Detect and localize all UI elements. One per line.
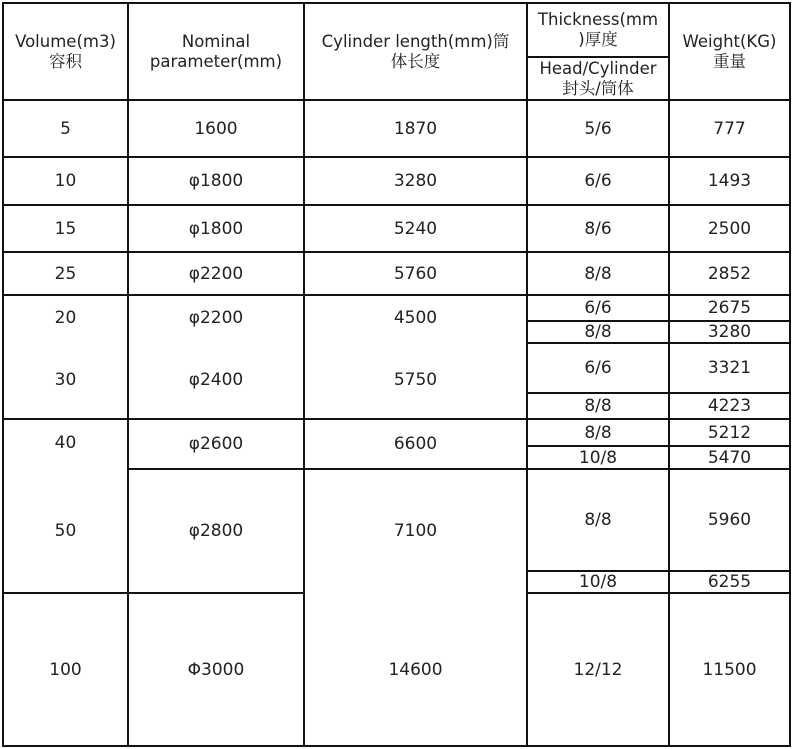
cell-weight: 6255 — [707, 572, 752, 592]
cell-thickness: 5/6 — [584, 118, 612, 139]
cell-thickness: 8/8 — [584, 396, 612, 416]
cell-weight: 777 — [713, 118, 746, 139]
cell-thickness: 8/6 — [584, 218, 612, 239]
cell-weight: 2500 — [707, 218, 752, 239]
cell-nominal: φ2800 — [188, 521, 244, 541]
cell-length: 5750 — [393, 370, 438, 390]
header-nominal: Nominal parameter(mm) — [149, 31, 283, 71]
cell-length: 14600 — [388, 659, 443, 680]
cell-nominal: φ2200 — [188, 308, 244, 328]
header-volume: Volume(m3) 容积 — [15, 31, 116, 71]
cell-volume: 5 — [60, 118, 71, 139]
cell-thickness: 8/8 — [584, 422, 612, 443]
cell-weight: 3321 — [707, 358, 752, 378]
header-cylinder-length: Cylinder length(mm)筒 体长度 — [321, 31, 510, 71]
cell-length: 5760 — [393, 263, 438, 284]
cell-thickness: 6/6 — [584, 171, 612, 191]
cell-volume: 15 — [54, 218, 77, 239]
cell-thickness: 10/8 — [578, 572, 618, 592]
cell-length: 3280 — [393, 171, 438, 191]
cell-weight: 2852 — [707, 263, 752, 284]
cell-nominal: φ2200 — [188, 263, 244, 284]
cell-weight: 3280 — [707, 322, 752, 342]
cell-weight: 5212 — [707, 422, 752, 443]
cell-weight: 5960 — [707, 510, 752, 530]
cell-weight: 4223 — [707, 396, 752, 416]
cell-nominal: φ1800 — [188, 218, 244, 239]
grid-line — [789, 2, 791, 747]
cell-thickness: 6/6 — [584, 358, 612, 378]
cell-nominal: φ2600 — [188, 434, 244, 454]
cell-length: 4500 — [393, 308, 438, 328]
cell-volume: 10 — [54, 171, 77, 191]
cell-thickness: 6/6 — [584, 298, 612, 318]
cell-weight: 11500 — [702, 659, 757, 680]
cell-volume: 50 — [54, 521, 77, 541]
cell-weight: 5470 — [707, 447, 752, 468]
cell-nominal: φ2400 — [188, 370, 244, 390]
cell-nominal: Φ3000 — [187, 659, 245, 680]
cell-weight: 1493 — [707, 171, 752, 191]
cell-thickness: 12/12 — [573, 659, 623, 680]
header-thickness: Thickness(mm )厚度 — [537, 10, 659, 49]
cell-length: 5240 — [393, 218, 438, 239]
grid-line — [2, 745, 790, 747]
cell-volume: 30 — [54, 370, 77, 390]
cell-nominal: 1600 — [194, 118, 238, 139]
cell-volume: 20 — [54, 308, 77, 328]
cell-thickness: 8/8 — [584, 263, 612, 284]
cell-volume: 40 — [54, 433, 77, 453]
cell-nominal: φ1800 — [188, 171, 244, 191]
header-thickness-sub: Head/Cylinder 封头/筒体 — [539, 58, 657, 98]
cell-volume: 25 — [54, 263, 77, 284]
cell-volume: 100 — [49, 659, 82, 680]
header-weight: Weight(KG) 重量 — [682, 31, 777, 71]
cell-weight: 2675 — [707, 298, 752, 318]
cell-thickness: 8/8 — [584, 510, 612, 530]
cell-thickness: 10/8 — [578, 447, 618, 468]
cell-length: 6600 — [393, 434, 438, 454]
cell-length: 1870 — [393, 118, 438, 139]
cell-thickness: 8/8 — [584, 322, 612, 342]
cell-length: 7100 — [393, 521, 438, 541]
